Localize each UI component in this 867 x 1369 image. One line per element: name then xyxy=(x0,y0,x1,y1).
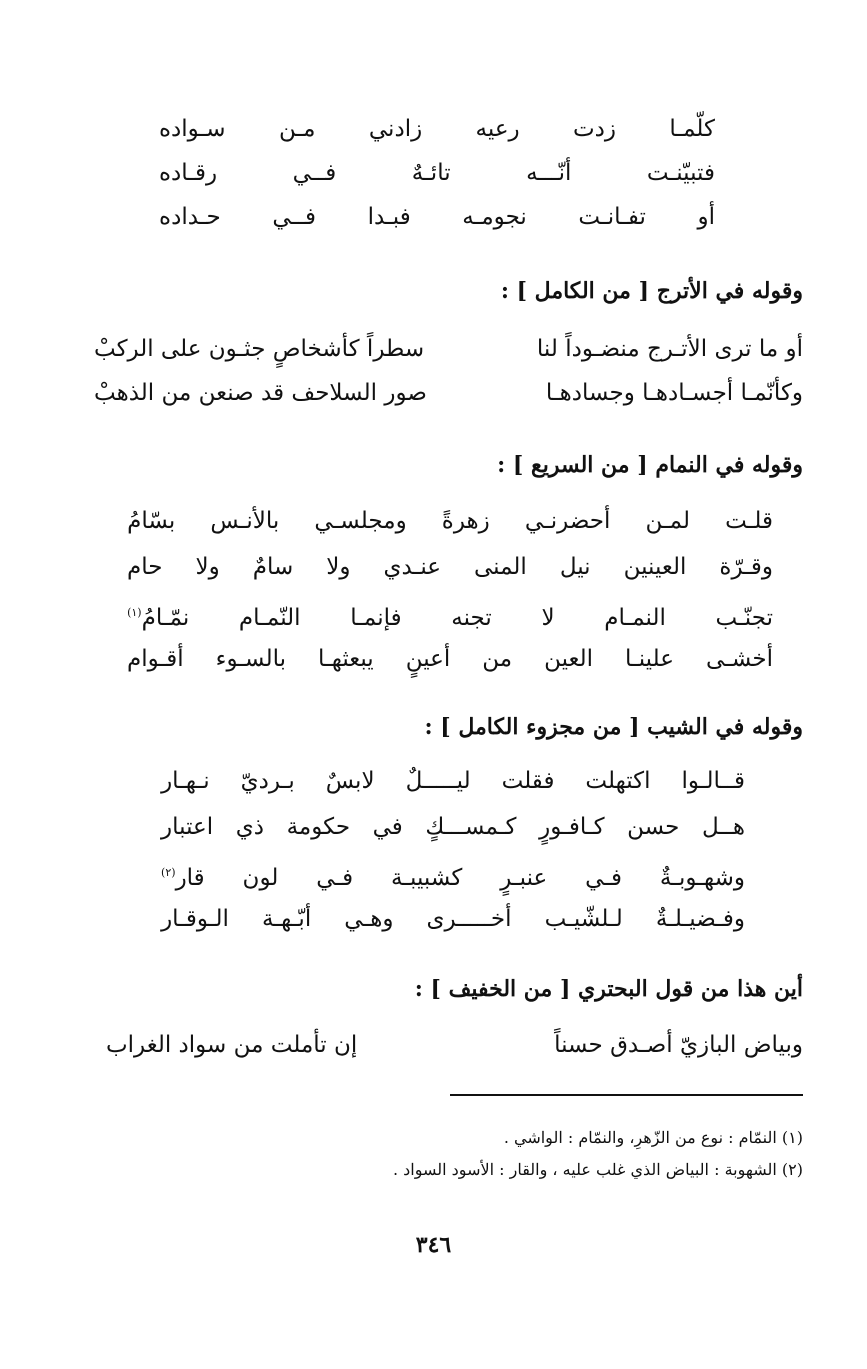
word: فــي xyxy=(292,160,337,186)
word: بالأنـس xyxy=(210,508,280,534)
poem5-second-hemistich: إن تأملت من سواد الغراب xyxy=(106,1032,358,1058)
word: عنـدي xyxy=(383,554,441,580)
word: نجومـه xyxy=(462,204,527,230)
poem2-verse-2-first-hemistich: وكأنّمـا أجسـادهـا وجسادهـا xyxy=(545,380,803,406)
word: لا xyxy=(541,604,555,631)
poem3-verse-3 xyxy=(127,598,773,631)
word: فقلت xyxy=(501,768,555,794)
poem4-verse-1 xyxy=(161,766,745,796)
word: أقـوام xyxy=(127,646,184,672)
word: أخشـى xyxy=(705,646,773,672)
word: قــالـوا xyxy=(681,768,745,794)
word: رعيه xyxy=(475,116,520,142)
section-heading-grey-hair: وقوله في الشيب [ من مجزوء الكامل ] : xyxy=(424,714,803,740)
word-with-footnote xyxy=(161,858,205,893)
word: تائـهٌ xyxy=(411,160,451,186)
poem4-verse-3 xyxy=(161,858,745,891)
poem1-verse-2 xyxy=(159,158,715,188)
footnote-2: (٢) الشهوبة : البياض الذي غلب عليه ، والقار : الأسود السواد . xyxy=(392,1160,803,1179)
word: كلّمـا xyxy=(669,116,715,142)
word: نمّـامُ xyxy=(141,604,190,631)
poem2-verse-1-second-hemistich: سطراً كأشخاصٍ جثـون على الركبْ xyxy=(94,336,425,362)
section-heading-buhturi: أين هذا من قول البحتري [ من الخفيف ] : xyxy=(414,976,803,1002)
word: حام xyxy=(127,554,163,580)
word: قلـت xyxy=(725,508,773,534)
word: سـواده xyxy=(159,116,226,142)
word: فتبيّنـت xyxy=(646,160,715,186)
word: حسن xyxy=(627,814,680,840)
word: زدت xyxy=(573,116,617,142)
footnote-divider xyxy=(450,1094,803,1096)
word: ليـــــلٌ xyxy=(405,768,471,794)
word: نـهـار xyxy=(161,768,210,794)
word: زادني xyxy=(368,116,423,142)
word: أنّـــه xyxy=(526,160,572,186)
word: علينـا xyxy=(625,646,674,672)
word: اكتهلت xyxy=(585,768,651,794)
word: فـي xyxy=(585,864,623,891)
footnote-marker-1: (١) xyxy=(127,606,142,619)
poem3-verse-2 xyxy=(127,552,773,582)
word: سامٌ xyxy=(252,554,294,580)
word: ذي xyxy=(235,814,264,840)
word: ولا xyxy=(326,554,351,580)
word: زهرةً xyxy=(441,508,490,534)
word-with-footnote xyxy=(127,598,189,633)
word: اعتبار xyxy=(161,814,214,840)
word: النمـام xyxy=(604,604,666,631)
word: أو xyxy=(697,204,715,230)
word: من xyxy=(482,646,513,672)
word: تجنه xyxy=(451,604,492,631)
word: نيل xyxy=(559,554,591,580)
section-heading-nammam: وقوله في النمام [ من السريع ] : xyxy=(497,452,803,478)
word: بـرديّ xyxy=(240,768,295,794)
word: يبعثهـا xyxy=(317,646,374,672)
word: كشبيبـة xyxy=(390,864,463,891)
word: فإنمـا xyxy=(350,604,402,631)
word: كـافـورٍ xyxy=(539,814,605,840)
word: أعينٍ xyxy=(405,646,451,672)
word: لمـن xyxy=(645,508,690,534)
page-number: ٣٤٦ xyxy=(415,1232,452,1258)
word: بالسـوء xyxy=(215,646,286,672)
poem4-verse-2 xyxy=(161,812,745,842)
word: النّمـام xyxy=(238,604,301,631)
word: كـمســـكٍ xyxy=(425,814,517,840)
poem2-verse-2-second-hemistich: صور السلاحف قد صنعن من الذهبْ xyxy=(94,380,427,406)
word: أحضرنـي xyxy=(524,508,611,534)
word: تفـانـت xyxy=(578,204,646,230)
poem2-verse-1-first-hemistich: أو ما ترى الأتـرج منضـوداً لنا xyxy=(536,336,803,362)
word: رقـاده xyxy=(159,160,218,186)
footnote-1: (١) النمّام : نوع من الزّهرِ، والنمّام : الواشي . xyxy=(503,1128,803,1147)
poem3-verse-4 xyxy=(127,644,773,674)
word: مـن xyxy=(278,116,316,142)
word: تجنّـب xyxy=(715,604,773,631)
word: وقـرّة xyxy=(719,554,773,580)
poem4-verse-4 xyxy=(161,904,745,934)
word: وفـضيـلـةٌ xyxy=(655,906,745,932)
word: الـوقـار xyxy=(161,906,229,932)
poem5-first-hemistich: وبياض البازيّ أصـدق حسناً xyxy=(554,1032,803,1058)
word: عنبـرٍ xyxy=(500,864,548,891)
word: حكومة xyxy=(286,814,351,840)
word: العين xyxy=(544,646,594,672)
word: أبّـهـة xyxy=(262,906,312,932)
word: فبـدا xyxy=(367,204,411,230)
footnote-marker-2: (٢) xyxy=(161,866,176,879)
word: لابسٌ xyxy=(325,768,375,794)
word: أخـــــرى xyxy=(426,906,512,932)
word: ولا xyxy=(195,554,220,580)
word: لون xyxy=(242,864,279,891)
word: وشهـوبـةٌ xyxy=(659,864,745,891)
word: قار xyxy=(175,864,205,891)
word: فـي xyxy=(316,864,354,891)
poem1-verse-3 xyxy=(159,202,715,232)
word: حـداده xyxy=(159,204,221,230)
poem3-verse-1 xyxy=(127,506,773,536)
section-heading-citron: وقوله في الأترج [ من الكامل ] : xyxy=(500,278,803,304)
word: في xyxy=(372,814,403,840)
word: بسّامُ xyxy=(127,508,176,534)
word: ومجلسـي xyxy=(314,508,407,534)
word: وهـي xyxy=(344,906,394,932)
word: العينين xyxy=(623,554,687,580)
word: هــل xyxy=(701,814,745,840)
poem1-verse-1 xyxy=(159,114,715,144)
word: المنى xyxy=(474,554,527,580)
word: لـلشّيـب xyxy=(544,906,623,932)
word: فــي xyxy=(272,204,316,230)
